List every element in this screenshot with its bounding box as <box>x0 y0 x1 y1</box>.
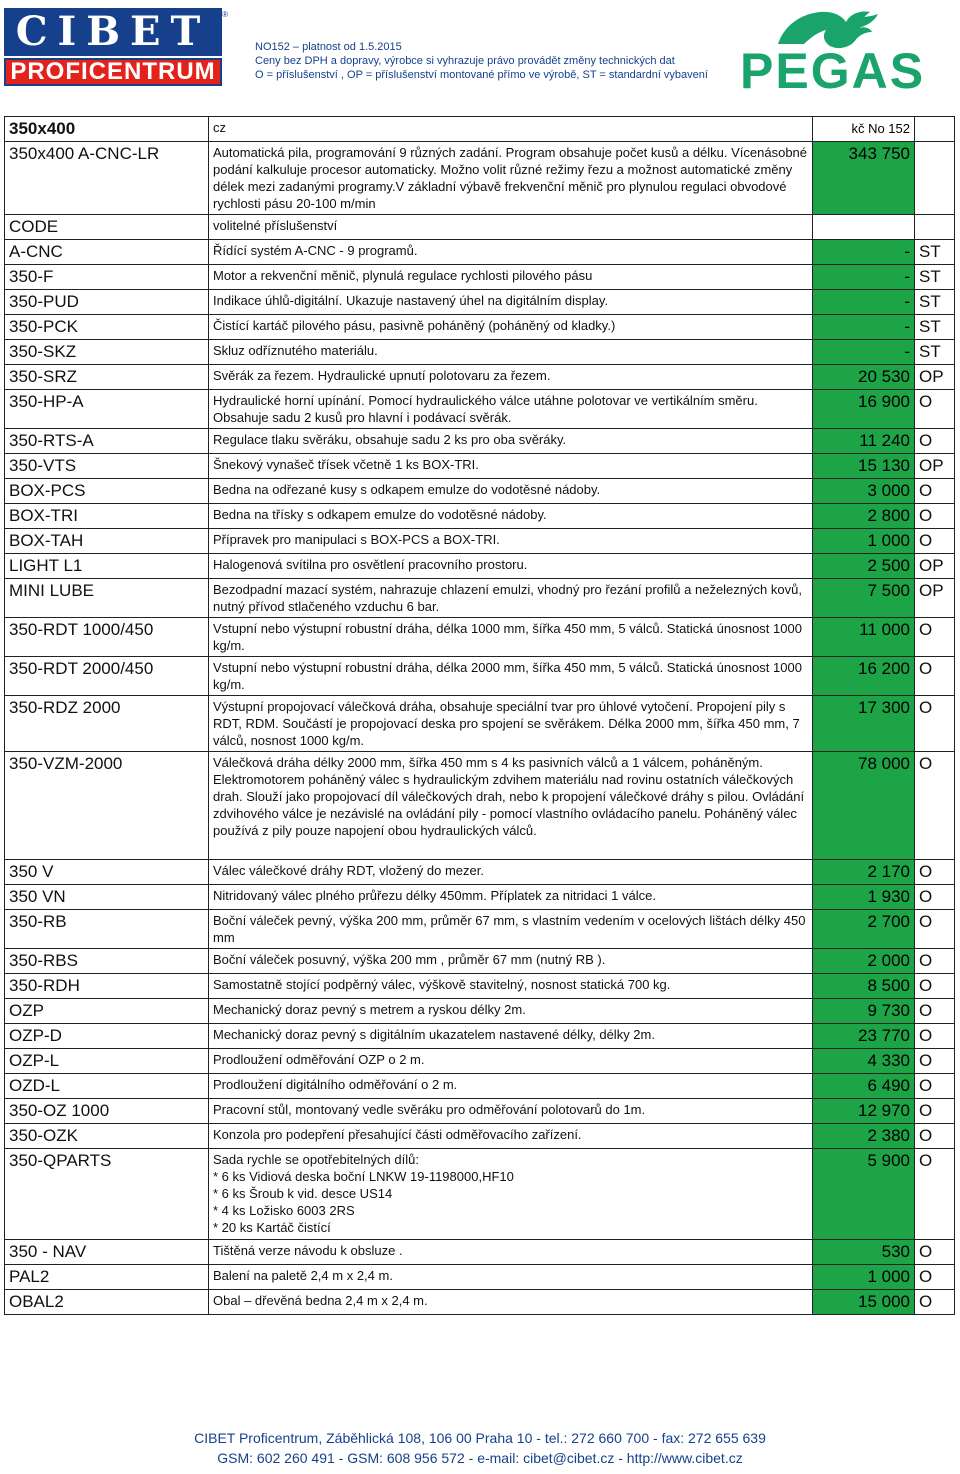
item-description: Hydraulické horní upínání. Pomocí hydraulického válce utáhne polotovar ve vertikálním směru. Obsahuje sadu 2 kusů pro hlavní i podávací svěrák. <box>209 390 813 429</box>
item-price: - <box>813 265 915 290</box>
item-price: 23 770 <box>813 1024 915 1049</box>
item-flag: O <box>915 860 955 885</box>
item-description: Čistící kartáč pilového pásu, pasivně poháněný (poháněný od kladky.) <box>209 315 813 340</box>
item-flag: ST <box>915 240 955 265</box>
item-price: 16 900 <box>813 390 915 429</box>
item-price: 530 <box>813 1240 915 1265</box>
item-description: Bedna na třísky s odkapem emulze do vodotěsné nádoby. <box>209 504 813 529</box>
item-code: 350-F <box>5 265 209 290</box>
item-flag: O <box>915 999 955 1024</box>
item-description: Halogenová svítilna pro osvětlení pracovního prostoru. <box>209 554 813 579</box>
item-description: Samostatně stojící podpěrný válec, výškově stavitelný, nosnost statická 700 kg. <box>209 974 813 999</box>
item-price: 8 500 <box>813 974 915 999</box>
machine-price: 343 750 <box>813 142 915 215</box>
item-flag: O <box>915 1024 955 1049</box>
item-price: 1 930 <box>813 885 915 910</box>
item-flag: O <box>915 1099 955 1124</box>
price-header-cell: kč No 152 <box>813 117 915 142</box>
item-flag: ST <box>915 265 955 290</box>
item-price: 2 000 <box>813 949 915 974</box>
item-code: MINI LUBE <box>5 579 209 618</box>
item-code: 350-SRZ <box>5 365 209 390</box>
item-code: 350-RTS-A <box>5 429 209 454</box>
item-description: Boční váleček posuvný, výška 200 mm , průměr 67 mm (nutný RB ). <box>209 949 813 974</box>
item-description: Tištěná verze návodu k obsluze . <box>209 1240 813 1265</box>
item-flag: O <box>915 529 955 554</box>
item-code: 350 V <box>5 860 209 885</box>
table-row <box>5 240 955 265</box>
table-row <box>5 974 955 999</box>
item-code: 350-RBS <box>5 949 209 974</box>
item-description: Svěrák za řezem. Hydraulické upnutí polotovaru za řezem. <box>209 365 813 390</box>
item-description: Bedna na odřezané kusy s odkapem emulze do vodotěsné nádoby. <box>209 479 813 504</box>
item-code: 350-QPARTS <box>5 1149 209 1240</box>
pegas-wordmark: PEGAS <box>740 43 926 99</box>
item-price: 17 300 <box>813 696 915 752</box>
pegas-logo <box>738 6 956 99</box>
item-code: BOX-TRI <box>5 504 209 529</box>
item-price: 20 530 <box>813 365 915 390</box>
table-row <box>5 860 955 885</box>
item-flag: OP <box>915 554 955 579</box>
footer-contacts: GSM: 602 260 491 - GSM: 608 956 572 - e-mail: cibet@cibet.cz - http://www.cibet.cz <box>217 1450 743 1466</box>
table-row <box>5 429 955 454</box>
table-row <box>5 365 955 390</box>
cibet-brand-text: CIBET <box>15 8 211 55</box>
item-price: 2 800 <box>813 504 915 529</box>
item-code: 350-RDT 2000/450 <box>5 657 209 696</box>
item-price: 1 000 <box>813 1265 915 1290</box>
item-code: OZP-L <box>5 1049 209 1074</box>
table-row <box>5 1149 955 1240</box>
item-description: Prodloužení odměřování OZP o 2 m. <box>209 1049 813 1074</box>
table-row <box>5 696 955 752</box>
item-flag: O <box>915 1149 955 1240</box>
item-flag: O <box>915 429 955 454</box>
table-row <box>5 554 955 579</box>
item-flag: O <box>915 696 955 752</box>
table-row <box>5 1265 955 1290</box>
item-price: 5 900 <box>813 1149 915 1240</box>
item-flag: O <box>915 949 955 974</box>
item-price: 11 240 <box>813 429 915 454</box>
footer-address: CIBET Proficentrum, Záběhlická 108, 106 00 Praha 10 - tel.: 272 660 700 - fax: 272 655 639 <box>194 1430 766 1446</box>
table-row <box>5 315 955 340</box>
item-description-line: * 20 ks Kartáč čistící <box>213 1220 331 1235</box>
item-description <box>209 1149 813 1240</box>
item-description-line: * 6 ks Šroub k vid. desce US14 <box>213 1186 393 1201</box>
item-description: Vstupní nebo výstupní robustní dráha, délka 1000 mm, šířka 450 mm, 5 válců. Statická únosnost 1000 kg/m. <box>209 618 813 657</box>
item-price: 9 730 <box>813 999 915 1024</box>
item-flag: OP <box>915 454 955 479</box>
item-price: 4 330 <box>813 1049 915 1074</box>
item-flag: O <box>915 390 955 429</box>
notice-line: O = příslušenství , OP = příslušenství montované přímo ve výrobě, ST = standardní vybavení <box>255 69 708 81</box>
table-row <box>5 752 955 860</box>
item-price: - <box>813 315 915 340</box>
item-code: 350-VTS <box>5 454 209 479</box>
table-header-row <box>5 117 955 142</box>
cibet-logo-top <box>4 8 222 56</box>
item-flag: ST <box>915 340 955 365</box>
item-code: OZP-D <box>5 1024 209 1049</box>
item-code: OZP <box>5 999 209 1024</box>
item-description: Konzola pro podepření přesahující části odměřovacího zařízení. <box>209 1124 813 1149</box>
item-code: 350-PCK <box>5 315 209 340</box>
item-code: 350-PUD <box>5 290 209 315</box>
cibet-logo <box>4 8 228 86</box>
model-cell: 350x400 <box>5 117 209 142</box>
table-row <box>5 390 955 429</box>
item-price: 7 500 <box>813 579 915 618</box>
table-row <box>5 265 955 290</box>
table-row <box>5 1240 955 1265</box>
code-header-row <box>5 215 955 240</box>
item-flag: O <box>915 752 955 860</box>
item-code: 350-VZM-2000 <box>5 752 209 860</box>
item-price: 1 000 <box>813 529 915 554</box>
table-row <box>5 949 955 974</box>
table-row <box>5 999 955 1024</box>
item-description: Válec válečkové dráhy RDT, vložený do mezer. <box>209 860 813 885</box>
item-price: - <box>813 290 915 315</box>
language-cell: cz <box>209 117 813 142</box>
table-row <box>5 1099 955 1124</box>
price-list-table <box>4 116 955 1315</box>
table-row <box>5 885 955 910</box>
item-price: - <box>813 240 915 265</box>
table-row <box>5 479 955 504</box>
item-flag: O <box>915 1265 955 1290</box>
code-header: CODE <box>5 215 209 240</box>
item-code: LIGHT L1 <box>5 554 209 579</box>
item-price: 16 200 <box>813 657 915 696</box>
item-price: 3 000 <box>813 479 915 504</box>
item-description: Obal – dřevěná bedna 2,4 m x 2,4 m. <box>209 1290 813 1315</box>
table-row <box>5 910 955 949</box>
item-description: Řídící systém A-CNC - 9 programů. <box>209 240 813 265</box>
item-description: Skluz odříznutého materiálu. <box>209 340 813 365</box>
item-description: Mechanický doraz pevný s digitálním ukazatelem nastavené délky, délky 2m. <box>209 1024 813 1049</box>
item-code: PAL2 <box>5 1265 209 1290</box>
item-price: 11 000 <box>813 618 915 657</box>
item-flag: O <box>915 1124 955 1149</box>
item-description: Regulace tlaku svěráku, obsahuje sadu 2 ks pro oba svěráky. <box>209 429 813 454</box>
item-flag: O <box>915 910 955 949</box>
item-code: 350-OZ 1000 <box>5 1099 209 1124</box>
item-description: Motor a rekvenční měnič, plynulá regulace rychlosti pilového pásu <box>209 265 813 290</box>
table-row <box>5 1074 955 1099</box>
item-price: 2 500 <box>813 554 915 579</box>
machine-flag <box>915 142 955 215</box>
item-description: Pracovní stůl, montovaný vedle svěráku pro odměřování polotovarů do 1m. <box>209 1099 813 1124</box>
item-flag: ST <box>915 315 955 340</box>
item-flag: O <box>915 1290 955 1315</box>
item-code: 350-RDZ 2000 <box>5 696 209 752</box>
item-description: Šnekový vynašeč třísek včetně 1 ks BOX-TRI. <box>209 454 813 479</box>
item-code: OZD-L <box>5 1074 209 1099</box>
notice-line: NO152 – platnost od 1.5.2015 <box>255 41 402 53</box>
item-code: BOX-PCS <box>5 479 209 504</box>
item-flag: O <box>915 1049 955 1074</box>
item-price: 2 380 <box>813 1124 915 1149</box>
registered-mark: ® <box>222 10 228 19</box>
table-row <box>5 529 955 554</box>
table-row <box>5 579 955 618</box>
item-flag: O <box>915 885 955 910</box>
item-description: Bezodpadní mazací systém, nahrazuje chlazení emulzi, vhodný pro řezání profilů a neželezných kovů, nutný přívod stlačeného vzduchu 6 bar. <box>209 579 813 618</box>
accessories-flag-header <box>915 215 955 240</box>
item-description-line: * 6 ks Vidiová deska boční LNKW 19-1198000,HF10 <box>213 1169 514 1184</box>
item-price: 15 000 <box>813 1290 915 1315</box>
proficentrum-text: PROFICENTRUM <box>10 58 216 85</box>
item-flag: O <box>915 657 955 696</box>
notice-line: Ceny bez DPH a dopravy, výrobce si vyhrazuje právo provádět změny technických dat <box>255 55 675 67</box>
table-row <box>5 504 955 529</box>
item-flag: O <box>915 974 955 999</box>
item-code: 350-SKZ <box>5 340 209 365</box>
table-row <box>5 618 955 657</box>
item-price: 6 490 <box>813 1074 915 1099</box>
table-row <box>5 1049 955 1074</box>
item-code: BOX-TAH <box>5 529 209 554</box>
item-code: 350-RB <box>5 910 209 949</box>
accessories-header: volitelné příslušenství <box>209 215 813 240</box>
item-price: 2 170 <box>813 860 915 885</box>
item-description-line: * 4 ks Ložisko 6003 2RS <box>213 1203 355 1218</box>
item-flag: O <box>915 504 955 529</box>
item-code: 350-RDH <box>5 974 209 999</box>
item-code: 350-OZK <box>5 1124 209 1149</box>
flag-header-cell <box>915 117 955 142</box>
table-row <box>5 1290 955 1315</box>
item-code: A-CNC <box>5 240 209 265</box>
item-description: Výstupní propojovací válečková dráha, obsahuje speciální tvar pro úhlové vytočení. Propojení pily s RDT, RDM. Součástí je propojovací deska pro spojení se svěrákem. Délka 2000 mm, šířka 450 mm, 7 válců, nosnost 1000 kg/m. <box>209 696 813 752</box>
item-description: Nitridovaný válec plného průřezu délky 450mm. Příplatek za nitridaci 1 válce. <box>209 885 813 910</box>
item-description: Přípravek pro manipulaci s BOX-PCS a BOX-TRI. <box>209 529 813 554</box>
item-description-line: Sada rychle se opotřebitelných dílů: <box>213 1152 419 1167</box>
table-row <box>5 290 955 315</box>
item-price: 12 970 <box>813 1099 915 1124</box>
item-flag: ST <box>915 290 955 315</box>
item-code: 350-HP-A <box>5 390 209 429</box>
item-flag: O <box>915 479 955 504</box>
item-code: 350-RDT 1000/450 <box>5 618 209 657</box>
item-description: Vstupní nebo výstupní robustní dráha, délka 2000 mm, šířka 450 mm, 5 válců. Statická únosnost 1000 kg/m. <box>209 657 813 696</box>
item-code: OBAL2 <box>5 1290 209 1315</box>
item-price: - <box>813 340 915 365</box>
item-code: 350 - NAV <box>5 1240 209 1265</box>
item-flag: OP <box>915 579 955 618</box>
item-price: 78 000 <box>813 752 915 860</box>
item-code: 350 VN <box>5 885 209 910</box>
item-price: 15 130 <box>813 454 915 479</box>
item-flag: O <box>915 618 955 657</box>
table-row <box>5 454 955 479</box>
price-notice <box>255 40 708 82</box>
cibet-logo-bottom <box>4 58 222 86</box>
item-description: Balení na paletě 2,4 m x 2,4 m. <box>209 1265 813 1290</box>
item-description: Boční váleček pevný, výška 200 mm, průměr 67 mm, s vlastním vedením v ocelových lištách délky 450 mm <box>209 910 813 949</box>
table-row <box>5 657 955 696</box>
item-description: Mechanický doraz pevný s metrem a ryskou délky 2m. <box>209 999 813 1024</box>
table-row <box>5 1124 955 1149</box>
item-description: Prodloužení digitálního odměřování o 2 m. <box>209 1074 813 1099</box>
machine-description: Automatická pila, programování 9 různých zadání. Program obsahuje počet kusů a délku. Vícenásobné podání kalkuluje procesor automaticky. Možno volit různé režimy řezu a možnost automatické změny délek mezi zadanými programy.V základní výbavě frekvenční měnič pro plynulou regulaci obvodové rychlosti pásu 20-100 m/min <box>209 142 813 215</box>
item-price: 2 700 <box>813 910 915 949</box>
table-row <box>5 340 955 365</box>
page-header <box>0 0 960 110</box>
accessories-price-header <box>813 215 915 240</box>
item-flag: OP <box>915 365 955 390</box>
item-flag: O <box>915 1074 955 1099</box>
table-row <box>5 1024 955 1049</box>
page-footer <box>0 1428 960 1468</box>
item-flag: O <box>915 1240 955 1265</box>
machine-row <box>5 142 955 215</box>
item-description: Indikace úhlů-digitální. Ukazuje nastavený úhel na digitálním display. <box>209 290 813 315</box>
machine-code: 350x400 A-CNC-LR <box>5 142 209 215</box>
item-description: Válečková dráha délky 2000 mm, šířka 450 mm s 4 ks pasivních válců a 1 válcem, poháněným. Elektromotorem poháněný válec s hydraulickým zdvihem materiálu nad rovinu ostatních válečkových drah. Slouží jako propojovací díl válečkových drah, nebo k propojení válečkové dráhy s pilou. Ovládání zdvihového válce je nezávislé na ovládání pily - pomocí vlastního ovládacího panelu. Poháněný válec používá z pily pouze napojení obou hydraulických válců. <box>209 752 813 860</box>
